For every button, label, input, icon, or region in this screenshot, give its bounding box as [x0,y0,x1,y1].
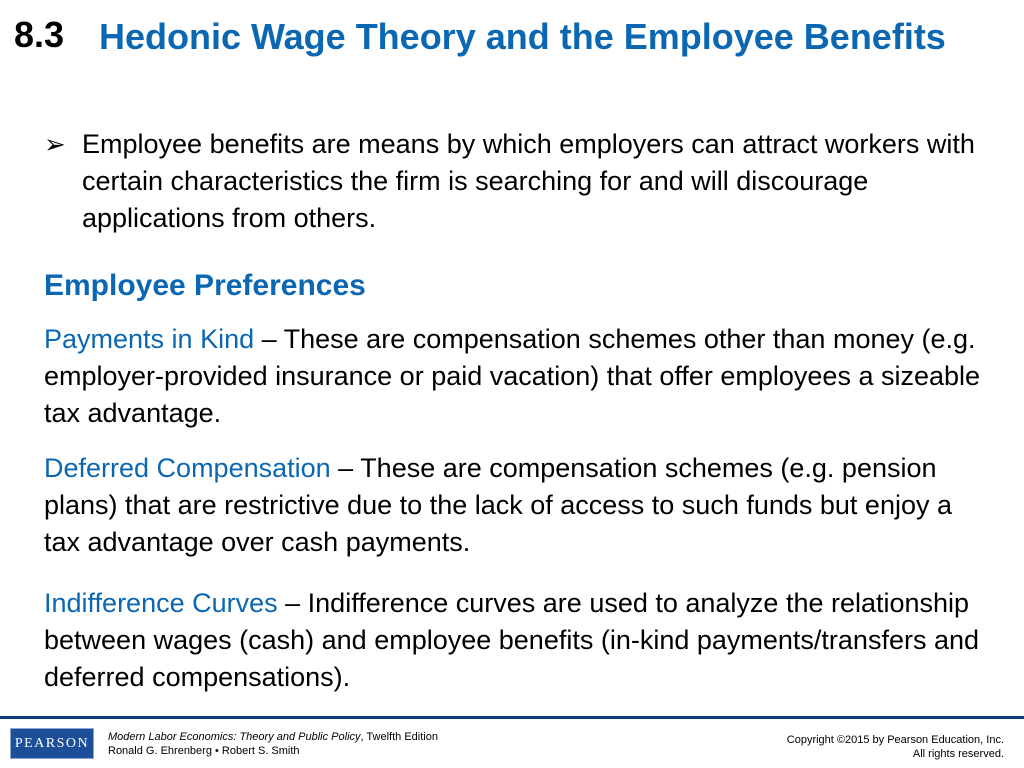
book-title: Modern Labor Economics: Theory and Public Policy [108,731,361,743]
bullet-item [44,126,994,237]
paragraph-payments-in-kind [44,321,994,432]
copyright-notice [787,733,1004,761]
bullet-text: Employee benefits are means by which employers can attract workers with certain characteristics the firm is searching for and will discourage applications from others. [82,129,975,233]
section-subheading: Employee Preferences [44,269,366,302]
book-authors: Ronald G. Ehrenberg • Robert S. Smith [108,745,300,757]
definition-indifference-curves: – Indifference curves are used to analyze the relationship between wages (cash) and employee benefits (in-kind payments/transfers and deferred compensations). [44,588,980,692]
book-citation [108,730,438,758]
copyright-line: Copyright ©2015 by Pearson Education, Inc. [786,734,1004,746]
pearson-logo [10,728,94,759]
definition-payments-in-kind: – These are compensation schemes other than money (e.g. employer-provided insurance or paid vacation) that offer employees a sizeable tax advantage. [44,324,981,428]
book-edition: , Twelfth Edition [360,731,438,743]
arrow-bullet-icon: ➢ [44,129,66,159]
footer-divider [0,716,1024,719]
rights-line: All rights reserved. [912,748,1004,760]
term-indifference-curves: Indifference Curves [44,588,278,618]
definition-deferred-compensation: – These are compensation schemes (e.g. pension plans) that are restrictive due to the lack of access to such funds but enjoy a tax advantage over cash payments. [44,453,952,557]
term-payments-in-kind: Payments in Kind [44,324,255,354]
paragraph-deferred-compensation [44,450,994,561]
paragraph-indifference-curves [44,585,994,696]
section-number: 8.3 [14,14,65,55]
slide-title: Hedonic Wage Theory and the Employee Benefits [99,16,946,57]
term-deferred-compensation: Deferred Compensation [44,453,331,483]
pearson-logo-text: PEARSON [14,735,90,751]
